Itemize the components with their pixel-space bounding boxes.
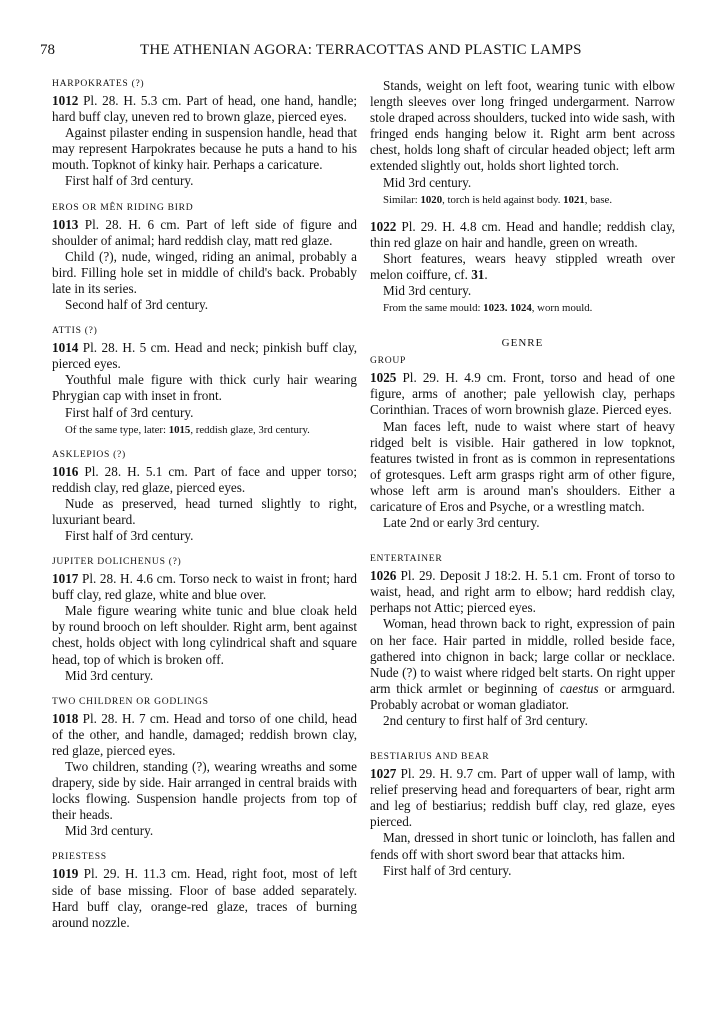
cross-reference: 31 bbox=[471, 266, 485, 282]
entry-description bbox=[370, 370, 675, 418]
catalogue-entry-1018 bbox=[52, 696, 357, 840]
entry-date: 2nd century to first half of 3rd century. bbox=[383, 713, 588, 728]
entry-heading: ENTERTAINER bbox=[370, 553, 443, 565]
entry-note bbox=[370, 193, 675, 207]
catalogue-entry-1019-continued bbox=[370, 78, 675, 207]
entry-heading: BESTIARIUS AND BEAR bbox=[370, 751, 490, 763]
entry-paragraph: Two children, standing (?), wearing wreaths and some drapery, side by side. Hair arranged in central braids with locks flowing. Suspension handle projects from top of their heads. bbox=[52, 759, 357, 823]
entry-paragraph: Youthful male figure with thick curly hair wearing Phrygian cap with inset in front. bbox=[52, 372, 357, 404]
entry-paragraph bbox=[370, 616, 675, 713]
entry-number: 1012 bbox=[52, 93, 79, 108]
note-number: 1015 bbox=[168, 423, 191, 436]
entry-date: Mid 3rd century. bbox=[65, 823, 154, 839]
entry-paragraph bbox=[370, 251, 675, 283]
description-text: Pl. 28. H. 6 cm. Part of left side of figure and shoulder of animal; hard reddish clay, matt red glaze. bbox=[52, 216, 357, 248]
page-header bbox=[40, 42, 680, 62]
description-text: Pl. 29. H. 9.7 cm. Part of upper wall of lamp, with relief preserving head and forequarters of bear, right arm and leg of bestiarius; reddish buff clay, red glaze, eyes pierced. bbox=[370, 766, 675, 830]
catalogue-entry-1026 bbox=[370, 553, 675, 729]
page-number: 78 bbox=[40, 42, 55, 58]
catalogue-entry-1025 bbox=[370, 355, 675, 531]
right-column bbox=[370, 78, 675, 891]
description-text: Pl. 28. H. 5 cm. Head and neck; pinkish buff clay, pierced eyes. bbox=[52, 340, 357, 372]
entry-note bbox=[52, 423, 357, 437]
paragraph-end: or armguard. Probably acrobat or woman gladiator. bbox=[370, 680, 675, 712]
entry-description bbox=[52, 711, 357, 759]
paragraph-text: Woman, head thrown back to right, expression of pain on her face. Hair parted in middle, rolled beside face, gathered into chignon in back; large collar or necklace. Nude (?) to waist where ridged belt starts. On right upper arm thick armlet or beginning of bbox=[370, 616, 675, 696]
description-text: Pl. 29. H. 11.3 cm. Head, right foot, most of left side of base missing. Floor of base added separately. Hard buff clay, orange-red glaze, traces of burning around nozzle. bbox=[52, 866, 357, 930]
entry-heading: ASKLEPIOS (?) bbox=[52, 448, 126, 460]
entry-heading: GROUP bbox=[370, 355, 407, 367]
catalogue-entry-1013 bbox=[52, 202, 357, 314]
description-text: Pl. 29. H. 4.9 cm. Front, torso and head of one figure, arms of another; pale yellowish clay, perhaps Corinthian. Traces of worn brownish glaze. Pierced eyes. bbox=[370, 370, 675, 418]
entry-number: 1026 bbox=[370, 568, 397, 584]
note-number: 1020 bbox=[420, 193, 443, 206]
catalogue-entry-1017 bbox=[52, 556, 357, 684]
entry-date: First half of 3rd century. bbox=[383, 862, 512, 878]
description-text: Pl. 28. H. 7 cm. Head and torso of one child, head of the other, and handle, damaged; reddish brown clay, red glaze, pierced eyes. bbox=[52, 710, 357, 758]
note-text: From the same mould: bbox=[383, 302, 484, 315]
catalogue-entry-1016 bbox=[52, 449, 357, 544]
entry-heading: HARPOKRATES (?) bbox=[52, 78, 145, 89]
entry-number: 1022 bbox=[370, 218, 397, 234]
entry-description bbox=[52, 866, 357, 930]
entry-heading: PRIESTESS bbox=[52, 851, 107, 863]
left-column bbox=[52, 78, 357, 943]
entry-paragraph: Nude as preserved, head turned slightly to right, luxuriant beard. bbox=[52, 495, 357, 527]
entry-date: Second half of 3rd century. bbox=[65, 297, 209, 313]
catalogue-entry-1022 bbox=[370, 219, 675, 315]
description-text: Pl. 28. H. 5.1 cm. Part of face and upper torso; reddish clay, red glaze, pierced eyes. bbox=[52, 463, 357, 495]
section-title-genre: GENRE bbox=[501, 337, 544, 350]
entry-description bbox=[52, 464, 357, 496]
running-title: THE ATHENIAN AGORA: TERRACOTTAS AND PLASTIC LAMPS bbox=[140, 42, 582, 58]
paragraph-text: Short features, wears heavy stippled wreath over melon coiffure, cf. bbox=[370, 250, 675, 282]
note-text: Similar: bbox=[383, 193, 421, 206]
entry-paragraph: Man faces left, nude to waist where start of heavy ridged belt is visible. Hair gathered in low topknot, features twisted in front as is common in representations of grotesques. Left arm grasps right arm of other figure, whose left arm is around man's shoulders. Either a caricature of Eros and Psyche, or a wrestling match. bbox=[370, 418, 675, 514]
description-text: Pl. 28. H. 5.3 cm. Part of head, one hand, handle; hard buff clay, uneven red to brown glaze, pierced eyes. bbox=[52, 93, 357, 125]
entry-description bbox=[52, 340, 357, 372]
description-text: Pl. 29. H. 4.8 cm. Head and handle; reddish clay, thin red glaze on hair and handle, green on wreath. bbox=[370, 218, 675, 250]
entry-description bbox=[52, 93, 357, 125]
note-rest: , base. bbox=[584, 193, 613, 206]
note-text: Of the same type, later: bbox=[65, 423, 169, 436]
catalogue-entry-1027 bbox=[370, 751, 675, 879]
entry-description bbox=[370, 568, 675, 616]
entry-paragraph: Man, dressed in short tunic or loincloth, has fallen and fends off with short sword bear that attacks him. bbox=[370, 830, 675, 862]
entry-description bbox=[370, 766, 675, 830]
entry-paragraph: Stands, weight on left foot, wearing tunic with elbow length sleeves over long fringed undergarment. Narrow stole draped across shoulders, tucked into wide sash, with fringed ends hanging below it. Right arm bent across chest, holds long shaft of circular headed object; left arm extended slightly out, holds short lighted torch. bbox=[370, 78, 675, 174]
catalogue-entry-1014 bbox=[52, 325, 357, 436]
catalogue-entry-1012 bbox=[52, 78, 357, 190]
entry-paragraph: Male figure wearing white tunic and blue cloak held by round brooch on left shoulder. Right arm, bent against chest, holds object with long cylindrical shaft and square head, top of which is broken off. bbox=[52, 603, 357, 667]
entry-heading: EROS OR MÊN RIDING BIRD bbox=[52, 201, 194, 213]
italic-term: caestus bbox=[559, 680, 599, 696]
entry-paragraph: Against pilaster ending in suspension handle, head that may represent Harpokrates because he puts a hand to his mouth. Topknot of kinky hair. Perhaps a caricature. bbox=[52, 125, 357, 173]
entry-date: Late 2nd or early 3rd century. bbox=[383, 515, 540, 531]
catalogue-entry-1019 bbox=[52, 851, 357, 930]
entry-description bbox=[370, 219, 675, 251]
entry-number: 1018 bbox=[52, 710, 79, 726]
entry-number: 1017 bbox=[52, 571, 79, 587]
note-number: 1021 bbox=[563, 193, 585, 206]
description-text: Pl. 28. H. 4.6 cm. Torso neck to waist in front; hard buff clay, red glaze, white and blue over. bbox=[52, 571, 357, 603]
entry-number: 1013 bbox=[52, 216, 79, 232]
entry-number: 1027 bbox=[370, 766, 397, 782]
paragraph-end: . bbox=[484, 266, 488, 282]
entry-date: First half of 3rd century. bbox=[65, 173, 194, 189]
note-rest: , worn mould. bbox=[531, 302, 593, 315]
entry-date: Mid 3rd century. bbox=[383, 174, 472, 190]
entry-number: 1019 bbox=[52, 866, 79, 882]
entry-heading: ATTIS (?) bbox=[52, 325, 98, 337]
entry-note bbox=[370, 301, 675, 315]
entry-number: 1016 bbox=[52, 463, 79, 479]
entry-paragraph: Child (?), nude, winged, riding an animal, probably a bird. Filling hole set in middle of child's back. Probably late in its series. bbox=[52, 248, 357, 296]
entry-heading: JUPITER DOLICHENUS (?) bbox=[52, 556, 182, 568]
entry-description bbox=[52, 571, 357, 603]
entry-heading: TWO CHILDREN OR GODLINGS bbox=[52, 695, 209, 707]
note-number: 1023. 1024 bbox=[483, 302, 532, 315]
entry-number: 1014 bbox=[52, 340, 79, 356]
description-text: Pl. 29. Deposit J 18:2. H. 5.1 cm. Front of torso to waist, head, and right arm to elbow; hard reddish clay, perhaps not Attic; pierced eyes. bbox=[370, 568, 675, 616]
entry-description bbox=[52, 217, 357, 249]
note-rest: , reddish glaze, 3rd century. bbox=[190, 423, 310, 436]
entry-date: First half of 3rd century. bbox=[65, 404, 194, 420]
note-mid: , torch is held against body. bbox=[442, 193, 564, 206]
entry-date: First half of 3rd century. bbox=[65, 527, 194, 543]
entry-date: Mid 3rd century. bbox=[383, 283, 472, 299]
entry-date: Mid 3rd century. bbox=[65, 667, 154, 683]
entry-number: 1025 bbox=[370, 370, 397, 386]
